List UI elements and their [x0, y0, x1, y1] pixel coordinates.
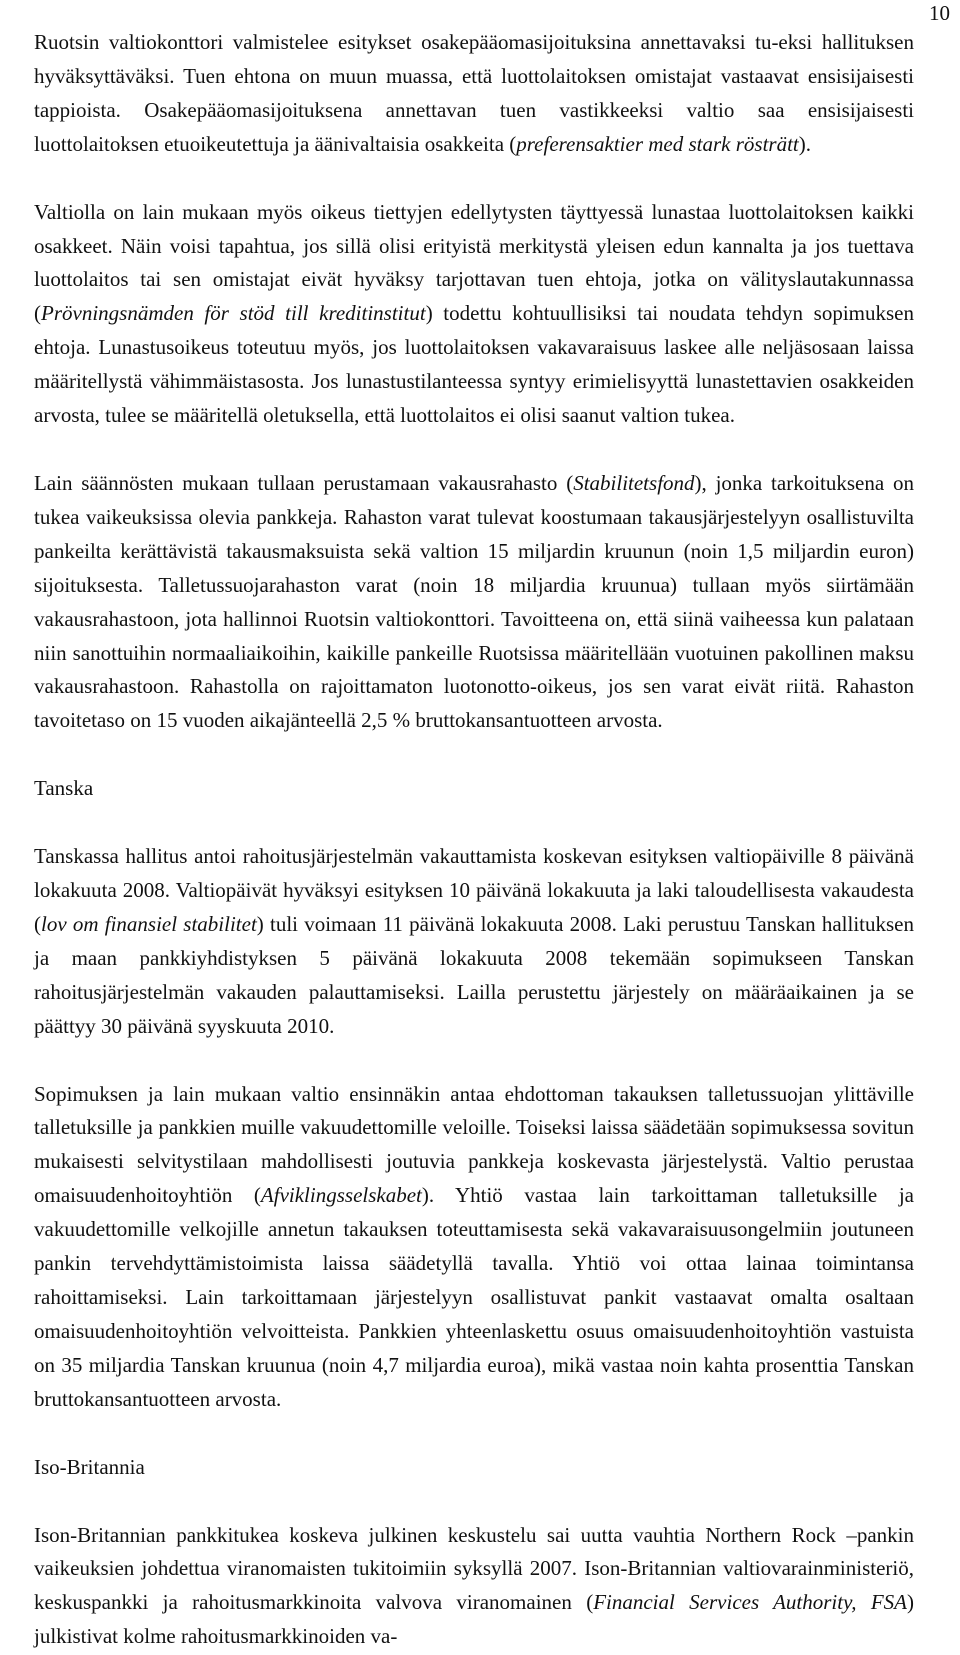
paragraph-denmark-guarantee — [34, 1078, 914, 1417]
paragraph-gap — [34, 738, 914, 772]
text-segment: ) tuli voimaan 11 päivänä lokakuuta 2008. Laki perustuu Tanskan hallituksen ja maan pankkiyhdistyksen 5 päivänä lokakuuta 2008 tekemään sopimukseen Tanskan rahoitusjärjestelmän vakauden palauttamiseksi. Lailla perustettu järjestely on määräaikainen ja se päättyy 30 päivänä syyskuuta 2010. — [34, 911, 914, 1038]
text-segment: ). Yhtiö vastaa lain tarkoittaman talletuksille ja vakuudettomille velkojille annetun takauksen toteuttamisesta sekä vakavaraisuusongelmiin joutuneen pankin tervehdyttämistoimista laissa säädetyllä tavalla. Yhtiö voi ottaa lainaa toimintansa rahoittamiseksi. Lain tarkoittamaan järjestelyyn osallistuvat pankit vastaavat omalta osaltaan omaisuudenhoitoyhtiön velvoitteista. Pankkien yhteenlaskettu osuus omaisuudenhoitoyhtiön vastuista on 35 miljardia Tanskan kruunua (noin 4,7 miljardia euroa), mikä vastaa noin kahta prosenttia Tanskan bruttokansantuotteen arvosta. — [34, 1183, 914, 1411]
text-segment: Lain säännösten mukaan tullaan perustamaan vakausrahasto ( — [34, 470, 574, 495]
text-segment: Sopimuksen ja lain mukaan valtio ensinnäkin antaa ehdottoman takauksen talletussuojan ylittäville talletuksille ja pankkien muille vakuudettomille veloille. Toiseksi laissa säädetään sopimuksessa sovitun mukaisesti selvitystilaan mahdollisesti joutuvia pankkeja koskevasta järjestelystä. Valtio perustaa omaisuudenhoitoyhtiön ( — [34, 1081, 914, 1208]
paragraph-sweden-capital-injection — [34, 26, 914, 162]
paragraph-gap — [34, 806, 914, 840]
text-segment: Valtiolla on lain mukaan myös oikeus tiettyjen edellytysten täyttyessä lunastaa luottolaitoksen kaikki osakkeet. Näin voisi tapahtua, jos sillä olisi erityistä merkitystä yleisen edun kannalta ja jos tuettava luottolaitos tai sen omistajat eivät hyväksy tarjottavan tuen ehtoja, jotka on välityslautakunnassa ( — [34, 199, 914, 326]
paragraph-gap — [34, 1417, 914, 1451]
section-heading-iso-britannia: Iso-Britannia — [34, 1454, 145, 1479]
page-number: 10 — [929, 1, 950, 25]
text-segment: ), jonka tarkoituksena on tukea vaikeuksissa olevia pankkeja. Rahaston varat tulevat koostumaan takausjärjestelyyn osallistuvilta pankeilta kerättävistä takausmaksuista sekä valtion 15 miljardin kruunun (noin 1,5 miljardin euron) sijoituksesta. Talletussuojarahaston varat (noin 18 miljardia kruunua) tullaan myös siirtämään vakausrahastoon, jota hallinnoi Ruotsin valtiokonttori. Tavoitteena on, että siinä vaiheessa kun palataan niin sanottuihin normaaliaikoihin, kaikille pankeille Ruotsissa määritellään vuotuinen pakollinen maksu vakausrahastoon. Rahastolla on rajoittamaton luotonotto-oikeus, jos sen varat eivät riitä. Rahaston tavoitetaso on 15 vuoden aikajänteellä 2,5 % bruttokansantuotteen arvosta. — [34, 470, 914, 733]
italic-term: lov om finansiel stabilitet — [41, 911, 257, 936]
section-heading-tanska: Tanska — [34, 776, 94, 801]
text-segment: Tanskassa hallitus antoi rahoitusjärjestelmän vakauttamista koskevan esityksen valtiopäiville 8 päivänä lokakuuta 2008. Valtiopäivät hyväksyi esityksen 10 päivänä lokakuuta ja laki taloudellisesta vakaudesta ( — [34, 844, 914, 936]
italic-term: Stabilitetsfond — [573, 470, 695, 495]
italic-term: Prövningsnämden för stöd till kreditinstitut — [41, 301, 426, 326]
text-segment: Ison-Britannian pankkitukea koskeva julkinen keskustelu sai uutta vauhtia Northern Rock –pankin vaikeuksien johdettua viranomaisten tukitoimiin syksyllä 2007. Ison-Britannian valtiovarainministeriö, keskuspankki ja rahoitusmarkkinoita valvova viranomainen ( — [34, 1522, 914, 1615]
paragraph-uk-bank-support — [34, 1519, 914, 1655]
paragraph-sweden-redemption-right — [34, 196, 914, 433]
paragraph-gap — [34, 1485, 914, 1519]
text-segment: Ruotsin valtiokonttori valmistelee esitykset osakepääomasijoituksina annettavaksi tu-eksi hallituksen hyväksyttäväksi. Tuen ehtona on muun muassa, että luottolaitoksen omistajat vastaavat ensisijaisesti tappioista. Osakepääomasijoituksena annettavan tuen vastikkeeksi valtio saa ensisijaisesti luottolaitoksen etuoikeutettuja ja äänivaltaisia osakkeita ( — [34, 30, 914, 156]
paragraph-sweden-stability-fund — [34, 467, 914, 738]
italic-term: Afviklingsselskabet — [260, 1183, 422, 1208]
paragraph-gap — [34, 433, 914, 467]
text-segment: ) julkistivat kolme rahoitusmarkkinoiden va- — [34, 1590, 914, 1649]
text-segment: ). — [798, 131, 812, 156]
text-segment: ) todettu kohtuullisiksi tai noudata tehdyn sopimuksen ehtoja. Lunastusoikeus toteutuu myös, jos luottolaitoksen vakavaraisuus laskee alle neljäsosaan laissa määritellystä vähimmäistasosta. Jos lunastustilanteessa syntyy erimielisyyttä lunastettavien osakkeiden arvosta, tulee se määritellä oletuksella, että luottolaitos ei olisi saanut valtion tukea. — [34, 301, 915, 428]
italic-term: Financial Services Authority, FSA — [593, 1590, 907, 1615]
italic-term: preferensaktier med stark rösträtt — [516, 131, 799, 156]
paragraph-denmark-law — [34, 840, 914, 1043]
paragraph-gap — [34, 1044, 914, 1078]
paragraph-gap — [34, 162, 914, 196]
